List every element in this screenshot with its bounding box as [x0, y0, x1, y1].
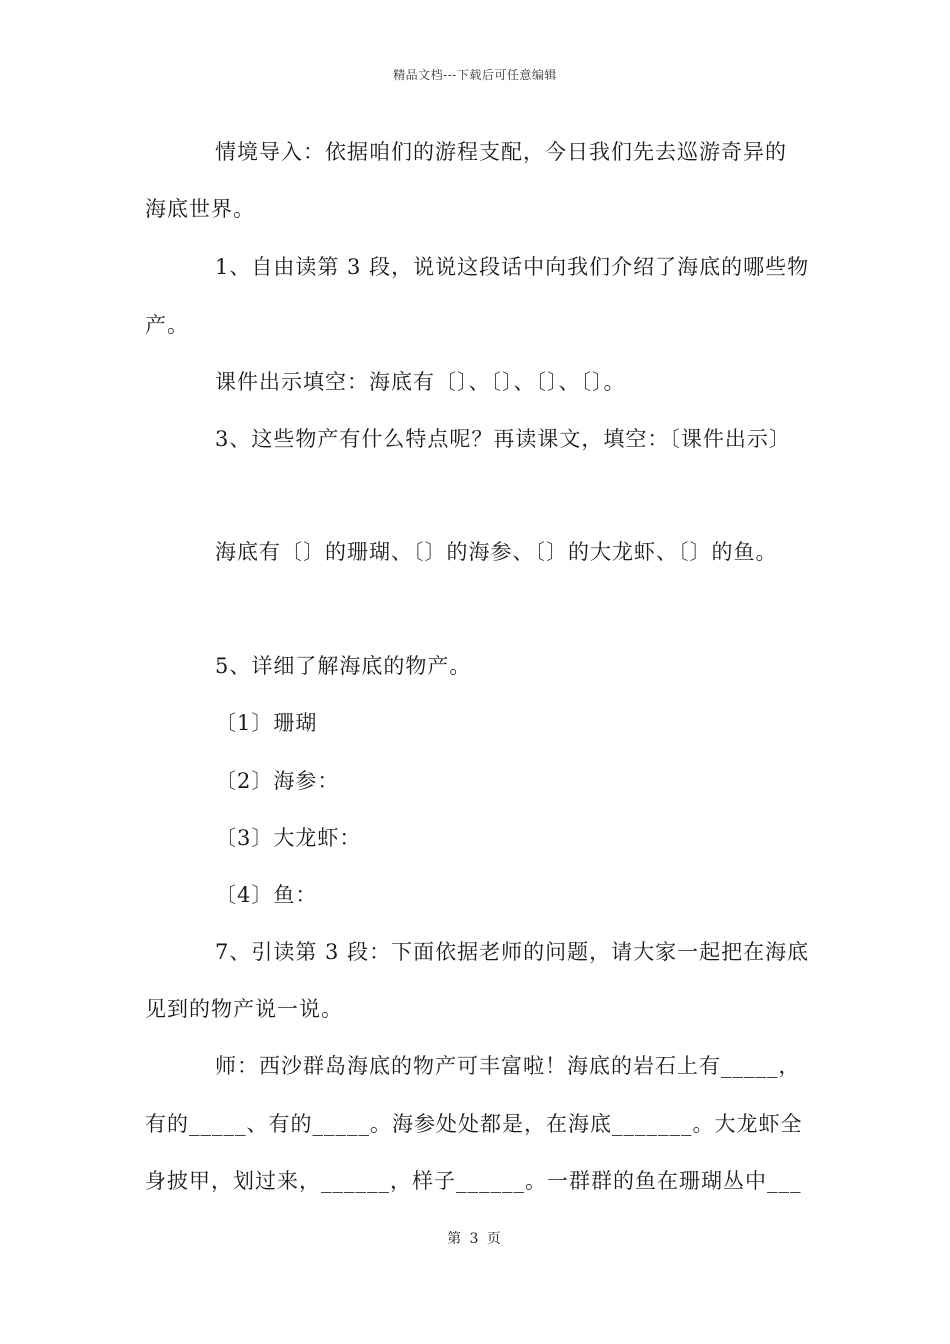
- page-header: 精品文档---下载后可任意编辑: [393, 68, 557, 82]
- paragraph-intro-line-2: 海底世界。: [145, 197, 255, 221]
- paragraph-features-fill: 海底有〔〕的珊瑚、〔〕的海参、〔〕的大龙虾、〔〕的鱼。: [215, 540, 778, 564]
- page-number: 第 3 页: [447, 1231, 503, 1247]
- list-item-coral: 〔1〕珊瑚: [215, 711, 318, 735]
- paragraph-intro-line-1: 情境导入：依据咱们的游程支配，今日我们先去巡游奇异的: [215, 140, 787, 164]
- paragraph-step5: 5、详细了解海底的物产。: [215, 654, 472, 678]
- paragraph-step1-line-1: 1、自由读第 3 段，说说这段话中向我们介绍了海底的哪些物: [215, 255, 810, 279]
- paragraph-teacher-line-3: 身披甲，划过来，______，样子______。一群群的鱼在珊瑚丛中___: [145, 1169, 802, 1193]
- list-item-lobster: 〔3〕大龙虾：: [215, 826, 362, 850]
- list-item-sea-cucumber: 〔2〕海参：: [215, 769, 340, 793]
- paragraph-step7-line-2: 见到的物产说一说。: [145, 997, 343, 1021]
- paragraph-step7-line-1: 7、引读第 3 段：下面依据老师的问题，请大家一起把在海底: [215, 940, 810, 964]
- paragraph-fill-blank-prompt: 课件出示填空：海底有〔〕、〔〕、〔〕、〔〕。: [215, 370, 626, 394]
- paragraph-step1-line-2: 产。: [145, 313, 189, 337]
- paragraph-teacher-line-2: 有的_____、有的_____。海参处处都是，在海底_______。大龙虾全: [145, 1112, 803, 1136]
- list-item-fish: 〔4〕鱼：: [215, 883, 318, 907]
- paragraph-step3: 3、这些物产有什么特点呢？再读课文，填空：〔课件出示〕: [215, 427, 791, 451]
- paragraph-teacher-line-1: 师：西沙群岛海底的物产可丰富啦！海底的岩石上有_____，: [215, 1054, 801, 1078]
